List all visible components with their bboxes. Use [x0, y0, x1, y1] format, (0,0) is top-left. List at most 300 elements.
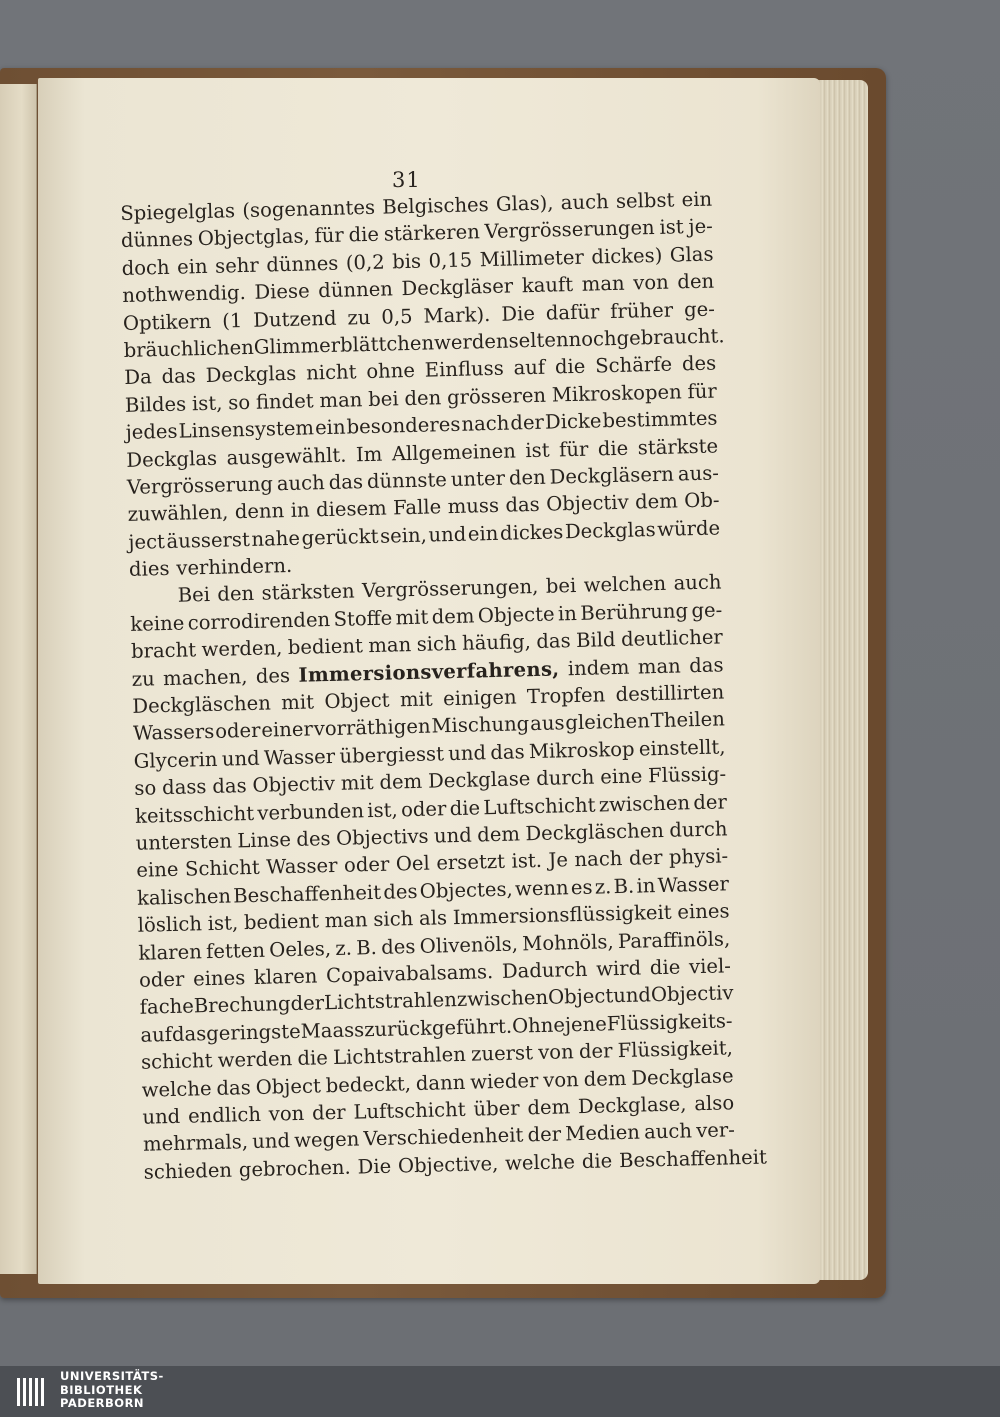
word: werden [217, 1047, 293, 1072]
word: Mohnöls, [521, 929, 614, 955]
word: Luftschicht [353, 1097, 466, 1124]
word: wegen [293, 1127, 360, 1153]
word: Stoffe [333, 606, 393, 631]
word: noch [568, 326, 617, 352]
word: Im [355, 442, 383, 466]
word: Deckglas [205, 362, 297, 388]
word: dickes [499, 519, 564, 545]
word: dies [128, 556, 170, 581]
word: in [557, 601, 578, 626]
word: verhindern. [176, 553, 293, 580]
library-logo-icon [14, 1374, 50, 1410]
word: Optikern [122, 309, 212, 335]
word: des [255, 663, 291, 688]
word: Glimmerblättchen [253, 331, 435, 359]
word: es [570, 875, 593, 899]
word: B. [613, 874, 635, 898]
word: stärkeren [383, 220, 481, 246]
word: des [380, 934, 416, 959]
word: Dutzend [252, 306, 337, 332]
word: der [311, 1100, 346, 1125]
word: schieden [143, 1158, 233, 1184]
word: dann [415, 1070, 466, 1095]
word: bedeckt, [325, 1071, 412, 1097]
word: aus [529, 711, 565, 736]
word: oder [343, 852, 390, 878]
word: bracht [130, 638, 197, 664]
word: einer [261, 717, 314, 743]
word: Falle [392, 495, 442, 520]
word: 0,5 [381, 304, 413, 329]
word: Glas [669, 242, 714, 267]
word: der [578, 1039, 613, 1064]
word: Objectiv [545, 490, 629, 516]
word: grösseren [446, 383, 547, 409]
left-page-edge [0, 84, 37, 1274]
word: Je [548, 848, 569, 873]
word: Mark). [423, 302, 491, 328]
word: Vergrösserungen [484, 216, 655, 244]
word: dickes) [591, 243, 663, 269]
word: äusserst [166, 527, 251, 553]
word: gebrochen. [238, 1155, 352, 1182]
word: fetten [205, 938, 266, 963]
word: corrodirenden [187, 607, 331, 635]
word: jedes [125, 419, 178, 445]
word: indem [567, 655, 630, 680]
word: Wassers [132, 720, 215, 746]
word: häufig, [461, 630, 532, 656]
word: die [581, 1148, 613, 1173]
word: Deckgläschen [132, 691, 272, 718]
word: man [319, 387, 363, 412]
word: der [628, 846, 663, 871]
word: schicht [140, 1049, 213, 1074]
word: unter [450, 466, 506, 491]
word: Bildes [124, 392, 187, 417]
word: Object [547, 984, 614, 1010]
word: nahe [251, 526, 301, 551]
word: dafür [545, 299, 600, 325]
word: das [328, 470, 364, 494]
word: ersetzt [436, 850, 506, 875]
word: Oel [395, 852, 431, 876]
word: zwischen [456, 986, 549, 1012]
word: wird [595, 956, 642, 981]
word: Beschaffenheit [232, 880, 382, 908]
word: übergiesst [339, 742, 445, 768]
word: wenn [514, 876, 569, 901]
word: bei [545, 574, 577, 599]
body-text [120, 186, 768, 1186]
word: ohne [366, 359, 416, 384]
word: und [142, 1104, 181, 1129]
word: Spiegelglas [120, 199, 236, 225]
word: dünnste [366, 468, 448, 493]
word: bei [367, 386, 399, 411]
word: nicht [305, 360, 357, 385]
word: die [297, 1046, 329, 1071]
word: der [693, 789, 728, 814]
word: Deckgläsern [549, 462, 675, 489]
word: Objective, [397, 1151, 499, 1178]
word: eines [677, 899, 730, 924]
word: Bild [575, 628, 616, 653]
word: Lichtstrahlen [332, 1042, 467, 1070]
word: den [677, 269, 715, 294]
word: Mischung [431, 712, 530, 738]
word: selten [508, 328, 569, 353]
word: Glycerin [133, 747, 218, 773]
word: das [216, 1075, 252, 1100]
word: man [637, 654, 682, 679]
word: dünnes [120, 227, 194, 253]
word: Deckglase, [577, 1092, 687, 1118]
word: Mikroskopen [551, 380, 682, 407]
word: von [268, 1101, 305, 1126]
word: die [449, 795, 481, 820]
word: nach [574, 847, 623, 872]
word: Vergrösserung [126, 472, 274, 499]
word: das [490, 740, 525, 764]
word: mehrmals, [142, 1130, 249, 1156]
word: ject [128, 529, 166, 554]
word: Beschaffenheit [618, 1145, 768, 1172]
word: die [649, 955, 681, 980]
word: Objectivs [335, 824, 429, 850]
word: zwischen [598, 790, 691, 817]
word: so [134, 776, 157, 801]
word: diesem [315, 496, 387, 522]
word: aus- [677, 461, 720, 486]
word: (0,2 [345, 250, 385, 275]
word: Brechung [193, 992, 291, 1018]
word: das [171, 1021, 207, 1046]
word: Die [357, 1154, 392, 1179]
library-footer [0, 1366, 1000, 1417]
word: bedient [287, 634, 364, 660]
word: denn [234, 499, 285, 524]
word: bis [391, 249, 422, 274]
word: Flüssigkeits- [606, 1009, 733, 1036]
word: Deckglas [564, 517, 656, 543]
word: man [324, 908, 368, 933]
word: Berührung [579, 599, 689, 625]
word: werden [433, 329, 509, 355]
word: und [433, 823, 473, 848]
word: Wasser [263, 744, 336, 770]
word: Mikroskop [528, 737, 635, 763]
word: Flüssigkeit, [617, 1036, 734, 1063]
word: findet [255, 389, 314, 414]
word: mit [399, 687, 433, 712]
word: das [161, 364, 197, 389]
word: Allgemeinen [391, 438, 517, 465]
word: mit [395, 605, 429, 630]
word: das [688, 653, 724, 677]
word: bestimmtes [602, 406, 718, 433]
word: gleichen [565, 709, 651, 735]
word: den [217, 582, 255, 607]
word: ge- [683, 297, 716, 321]
word: ein [314, 415, 346, 440]
word: ist, [207, 911, 239, 936]
word: (1 [221, 308, 243, 333]
word: den [404, 385, 442, 410]
word: Belgisches [382, 192, 489, 219]
word: Object [255, 1073, 322, 1099]
word: physi- [668, 844, 729, 870]
word: die [348, 223, 380, 247]
page-number: 31 [392, 168, 421, 192]
word: Diese [254, 279, 310, 304]
word: ein [467, 521, 499, 546]
word: welche [504, 1149, 576, 1175]
word: Dadurch [501, 957, 588, 983]
word: eine [136, 858, 179, 883]
word: dem [476, 822, 521, 847]
word: kalischen [136, 884, 232, 910]
word: der [290, 991, 325, 1016]
word: mit [280, 690, 315, 715]
word: ein [681, 187, 713, 212]
word: Deckgläser [401, 274, 514, 301]
word: zu [347, 305, 371, 330]
word: Glas), [495, 191, 554, 216]
word: Verschiedenheit [363, 1123, 524, 1151]
word: von [542, 1067, 580, 1092]
word: auf [513, 356, 546, 380]
word: kauft [521, 273, 574, 298]
word: klaren [253, 964, 318, 989]
word: (sogenanntes [242, 195, 376, 223]
word: Ohne [511, 1013, 566, 1038]
word: ist. [511, 849, 543, 874]
word: ist, [191, 391, 223, 416]
word: Vergrösserungen, [361, 575, 539, 603]
word: Dicke [544, 409, 602, 434]
word: keine [130, 611, 185, 636]
word: des [383, 879, 418, 904]
word: Die [501, 301, 536, 326]
word: selbst [615, 188, 675, 213]
word: oder [138, 967, 185, 992]
word: ist, [366, 797, 398, 822]
word: vorräthigen [313, 714, 431, 741]
word: ausgewählt. [226, 443, 347, 469]
word: Immersionsflüssigkeit [452, 900, 672, 930]
word: des [296, 827, 331, 851]
word: zuwählen, [127, 500, 229, 527]
word: dünnen [317, 277, 394, 303]
word: ein [176, 254, 208, 279]
word: ver- [695, 1118, 736, 1143]
word: machen, [162, 664, 248, 690]
word: das [536, 629, 571, 654]
word: oder [214, 719, 261, 744]
word: dass [161, 775, 207, 800]
word: Flüssig- [647, 762, 727, 788]
word: auch [673, 570, 722, 596]
word: über [473, 1096, 520, 1121]
word: dünnes [266, 251, 339, 277]
word: fache [139, 994, 195, 1020]
word: ist [659, 215, 684, 240]
word: bedient [243, 909, 320, 935]
word: gebraucht. [616, 324, 725, 350]
word: zuerst [470, 1041, 534, 1066]
word: der [527, 1122, 562, 1147]
word: durch [669, 817, 728, 842]
word: für [558, 437, 589, 461]
word: Objectiv [252, 772, 336, 798]
word: Paraffinöls, [617, 926, 731, 953]
word: endlich [187, 1102, 262, 1128]
word: Linse [237, 828, 292, 853]
word: z. [335, 936, 353, 960]
word: Objecte [477, 602, 555, 628]
word: einigen [442, 685, 517, 711]
word: Theilen [650, 707, 726, 733]
word: B. [355, 935, 378, 959]
word: besonderes [346, 412, 461, 439]
word: und [221, 746, 260, 771]
library-name [60, 1370, 164, 1411]
word: zu [131, 666, 155, 691]
word: geringste [205, 1019, 301, 1045]
word: Olivenöls, [419, 932, 519, 958]
word: das [212, 774, 247, 799]
word: sein, [379, 523, 428, 548]
word: verbunden [257, 798, 365, 825]
word: Objectes, [419, 877, 514, 903]
word: auch [276, 470, 326, 496]
word: dem [527, 1095, 571, 1120]
word: stärksten [261, 579, 355, 606]
word: und [428, 522, 467, 547]
word: von [537, 1040, 574, 1065]
word: als [418, 906, 448, 931]
word: einstellt, [638, 735, 726, 761]
word: eine [599, 764, 643, 789]
word: sich [373, 907, 414, 932]
word: für [314, 223, 345, 248]
word: untersten [135, 829, 233, 855]
word: Deckglase [427, 767, 531, 793]
word: Da [124, 365, 153, 390]
word: Wasser [265, 854, 338, 879]
word: nach [461, 411, 510, 436]
word: klaren [138, 939, 203, 965]
word: auf [140, 1022, 173, 1047]
word: welche [141, 1076, 212, 1102]
word: Object [324, 688, 390, 714]
word: und [447, 741, 487, 765]
word: zurückgeführt. [363, 1014, 513, 1041]
word: jene [564, 1012, 608, 1037]
word: Einfluss [424, 357, 505, 382]
word: mit [340, 771, 374, 795]
word: dem [431, 604, 475, 629]
word: Copaivabalsams. [325, 960, 494, 988]
word: nothwendig. [122, 281, 247, 308]
word: welchen [583, 572, 667, 598]
word: Lichtstrahlen [323, 988, 458, 1015]
word: den [508, 465, 546, 490]
word: in [636, 873, 656, 898]
word: löslich [137, 912, 203, 937]
word: destillirten [615, 680, 725, 707]
word: viel- [688, 954, 732, 979]
word: ist [525, 438, 550, 462]
word: Wasser [657, 872, 730, 897]
word: die [554, 355, 586, 379]
word: in [290, 498, 310, 523]
word: so [227, 390, 251, 415]
word: eines [192, 966, 246, 991]
word: dem [379, 769, 423, 795]
word: sehr [214, 253, 260, 278]
word: stärkste [637, 433, 719, 459]
word: wieder [469, 1068, 539, 1094]
word: deutlicher [620, 625, 724, 652]
word: des [681, 351, 717, 376]
word: von [632, 270, 670, 295]
word: Medien [564, 1120, 641, 1146]
word: durch [535, 765, 595, 791]
library-name-line3: PADERBORN [60, 1396, 145, 1410]
word: das [505, 493, 540, 517]
word: Bei [177, 583, 211, 608]
word: und [612, 983, 652, 1008]
word: sich [416, 632, 457, 657]
word: dem [634, 489, 679, 514]
word: ge- [691, 598, 723, 623]
word: auch [560, 190, 609, 215]
word: und [251, 1129, 291, 1154]
word: man [581, 271, 625, 296]
word: Objectglas, [197, 224, 311, 251]
word: z. [594, 874, 612, 899]
word: dem [583, 1066, 627, 1091]
word: also [694, 1091, 735, 1116]
word: Tropfen [526, 683, 606, 709]
word: Ob- [683, 488, 720, 513]
word: Millimeter [479, 245, 585, 272]
word: auch [643, 1119, 693, 1144]
word: gerückt [301, 524, 379, 550]
word: doch [121, 255, 170, 280]
word: Maass [300, 1018, 365, 1043]
word: Deckgläschen [525, 818, 665, 846]
word: werden, [201, 636, 283, 662]
word: Deckglas [126, 446, 218, 472]
word: die [597, 436, 629, 460]
word: würde [656, 516, 721, 541]
word: man [368, 633, 412, 658]
word: keitsschicht [134, 801, 255, 828]
word: Linsensystem [178, 416, 315, 443]
library-name-line1: UNIVERSITÄTS- [60, 1369, 164, 1383]
word: Schicht [184, 856, 261, 881]
word: Objectiv [650, 981, 734, 1007]
word: oder [400, 796, 447, 821]
library-name-line2: BIBLIOTHEK [60, 1382, 143, 1397]
word: Deckglase [630, 1063, 734, 1090]
word: 0,15 [428, 248, 473, 273]
word: für [687, 379, 718, 403]
word: bräuchlichen [123, 335, 255, 362]
